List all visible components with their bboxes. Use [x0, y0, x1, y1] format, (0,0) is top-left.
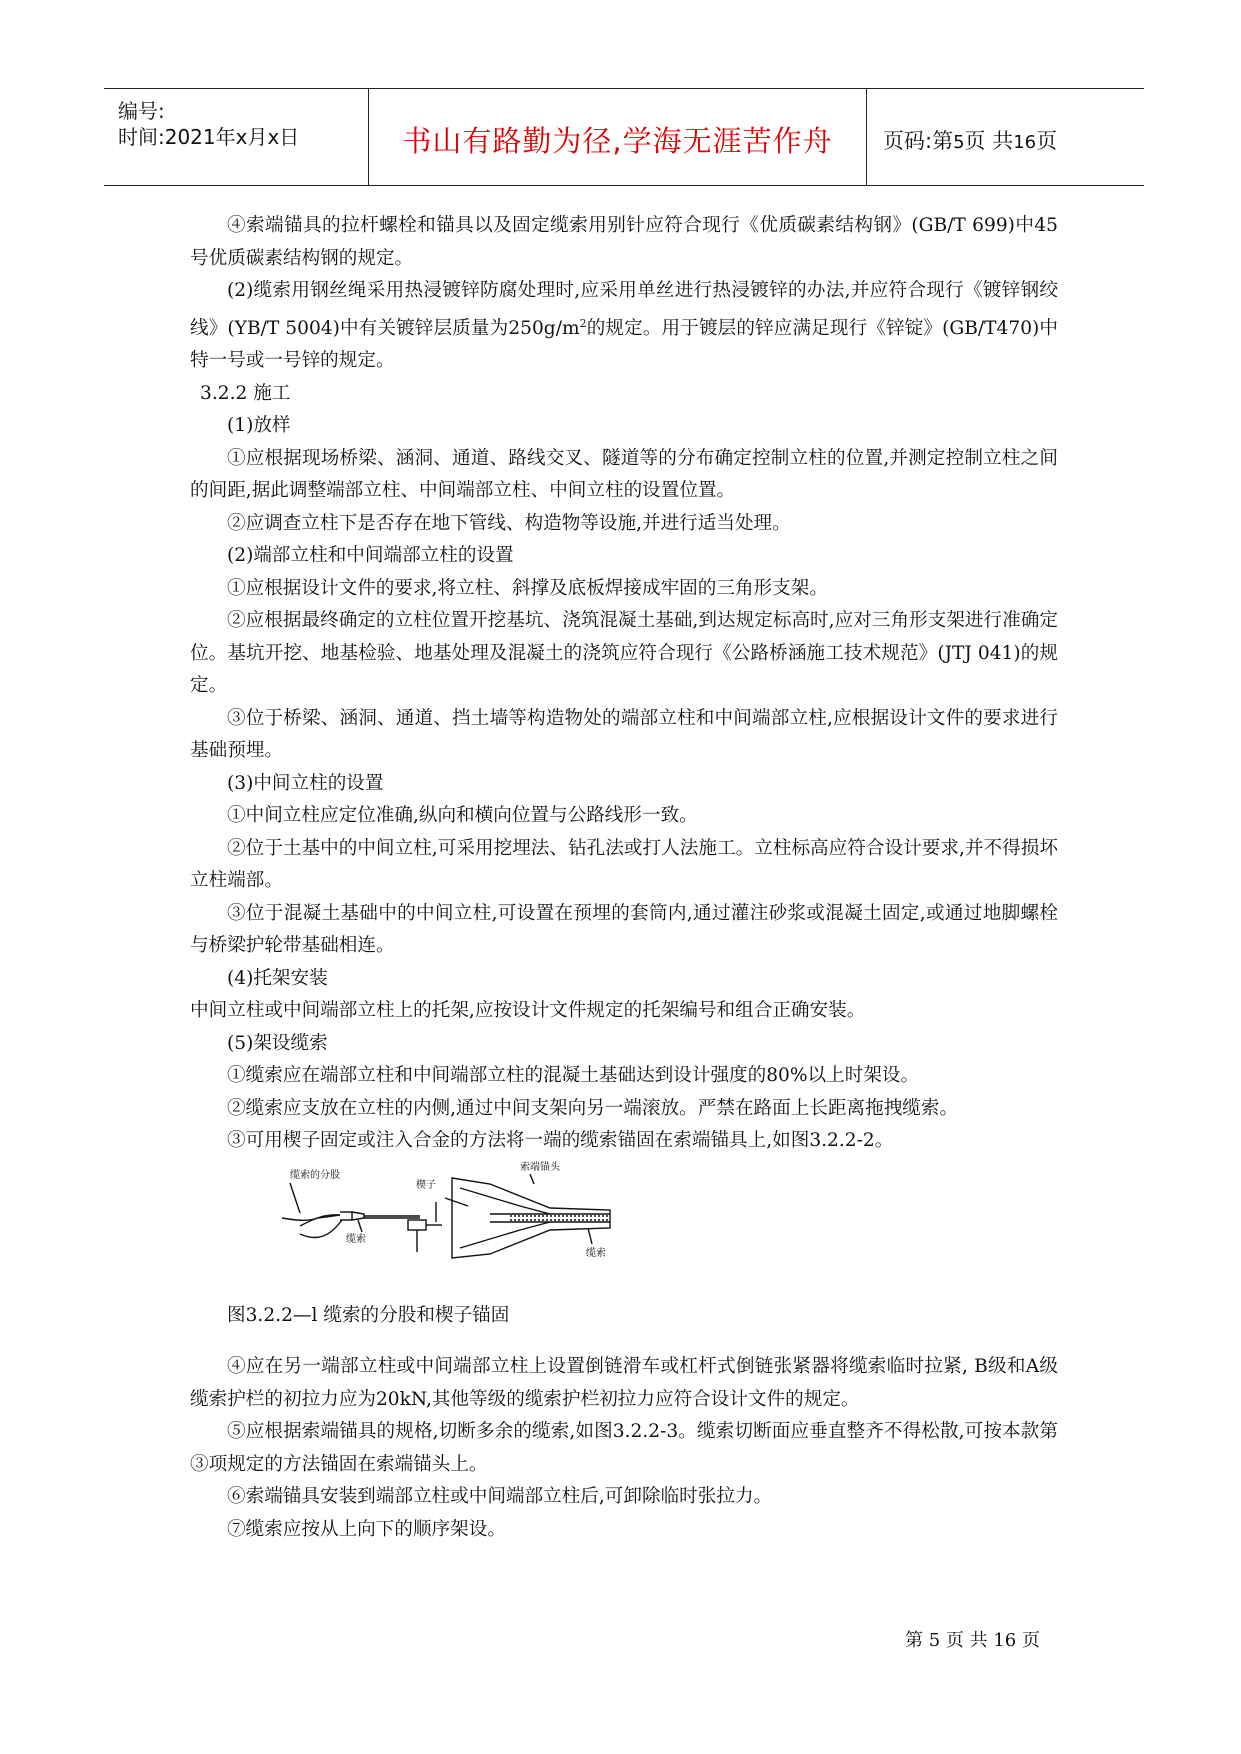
figure-label-strand: 缆索的分股 [290, 1169, 340, 1181]
superscript: 2 [579, 316, 587, 330]
paragraph: ⑦缆索应按从上向下的顺序架设。 [227, 1518, 506, 1540]
paragraph: (3)中间立柱的设置 [227, 772, 384, 794]
paragraph: (5)架设缆索 [227, 1032, 328, 1054]
figure-cable-anchoring [190, 1158, 1058, 1282]
paragraph: (1)放样 [227, 415, 291, 437]
paragraph: ①应根据现场桥梁、涵洞、通道、路线交叉、隧道等的分布确定控制立柱的位置,并测定控制立柱之间的间距,据此调整端部立柱、中间端部立柱、中间立柱的设置位置。 [190, 447, 1058, 502]
header-middle-cell [369, 89, 867, 185]
figure-label-cable-right: 缆索 [586, 1247, 606, 1259]
paragraph: ③位于桥梁、涵洞、通道、挡土墙等构造物处的端部立柱和中间端部立柱,应根据设计文件的要求进行基础预埋。 [190, 707, 1058, 762]
figure-label-wedge: 楔子 [416, 1179, 436, 1191]
header-left-cell [104, 89, 369, 185]
header-page-code [883, 125, 1057, 155]
paragraph: ①缆索应在端部立柱和中间端部立柱的混凝土基础达到设计强度的80%以上时架设。 [227, 1065, 920, 1087]
document-body [190, 210, 1058, 1546]
paragraph: ④索端锚具的拉杆螺栓和锚具以及固定缆索用别针应符合现行《优质碳素结构钢》(GB/T 699)中45号优质碳素结构钢的规定。 [190, 215, 1058, 269]
figure-caption: 图3.2.2—l 缆索的分股和楔子锚固 [227, 1305, 510, 1327]
paragraph: ②应根据最终确定的立柱位置开挖基坑、浇筑混凝土基础,到达规定标高时,应对三角形支架进行准确定位。基坑开挖、地基检验、地基处理及混凝土的浇筑应符合现行《公路桥涵施工技术规范》(JTJ 041)的规定。 [190, 610, 1058, 697]
paragraph: ⑤应根据索端锚具的规格,切断多余的缆索,如图3.2.2-3。缆索切断面应垂直整齐不得松散,可按本款第③项规定的方法锚固在索端锚头上。 [190, 1421, 1058, 1475]
section-heading: 3.2.2 施工 [200, 382, 291, 404]
page-code-prefix: 页码:第 [883, 129, 954, 153]
paragraph: ①中间立柱应定位准确,纵向和横向位置与公路线形一致。 [227, 805, 698, 827]
paragraph: ③可用楔子固定或注入合金的方法将一端的缆索锚固在索端锚具上,如图3.2.2-2。 [227, 1130, 894, 1152]
paragraph: ③位于混凝土基础中的中间立柱,可设置在预埋的套筒内,通过灌注砂浆或混凝土固定,或通过地脚螺栓与桥梁护轮带基础相连。 [190, 902, 1058, 957]
paragraph: ④应在另一端部立柱或中间端部立柱上设置倒链滑车或杠杆式倒链张紧器将缆索临时拉紧, B级和A级缆索护栏的初拉力应为20kN,其他等级的缆索护栏初拉力应符合设计文件的规定。 [190, 1356, 1058, 1410]
paragraph: ⑥索端锚具安装到端部立柱或中间端部立柱后,可卸除临时张拉力。 [227, 1486, 773, 1508]
paragraph: (4)托架安装 [227, 967, 328, 989]
paragraph-zinc-coating [190, 275, 1058, 378]
page-footer: 第 5 页 共 16 页 [905, 1630, 1040, 1651]
page-header [104, 88, 1144, 186]
paragraph: ①应根据设计文件的要求,将立柱、斜撑及底板焊接成牢固的三角形支架。 [227, 577, 828, 599]
paragraph: (2)端部立柱和中间端部立柱的设置 [227, 545, 514, 567]
paragraph: ②位于土基中的中间立柱,可采用挖埋法、钻孔法或打人法施工。立柱标高应符合设计要求,并不得损坏立柱端部。 [190, 837, 1058, 892]
page-code-suffix: 页 [1036, 129, 1058, 153]
page-code-current: 5 [953, 132, 965, 153]
document-time-label: 时间:2021年x月x日 [118, 125, 300, 149]
paragraph-part: (2)缆索用钢丝绳采用热浸镀锌防腐处理时,应采用单丝进行热浸镀锌的办法,并应符合现行《镀锌钢绞线》(YB/T 5004)中有关镀锌层质量为250g/m [190, 280, 1058, 339]
document-number-label: 编号: [118, 99, 165, 123]
figure-drawing [190, 1158, 1058, 1282]
figure-label-anchor-head: 索端锚头 [520, 1161, 560, 1173]
header-right-cell [867, 89, 1144, 185]
paragraph: ②缆索应支放在立柱的内侧,通过中间支架向另一端滚放。严禁在路面上长距离拖拽缆索。 [227, 1097, 959, 1119]
paragraph: ②应调查立柱下是否存在地下管线、构造物等设施,并进行适当处理。 [227, 512, 791, 534]
paragraph-part: 的规定。用于镀层的锌应满足现行《锌锭》(GB/T470)中特一号或一号锌的规定。 [190, 317, 1058, 372]
figure-label-cable-left: 缆索 [346, 1233, 366, 1245]
page-code-mid: 页 共 [964, 129, 1014, 153]
paragraph: 中间立柱或中间端部立柱上的托架,应按设计文件规定的托架编号和组合正确安装。 [190, 1000, 866, 1022]
header-motto: 书山有路勤为径,学海无涯苦作舟 [402, 124, 833, 158]
page-code-total: 16 [1013, 132, 1037, 153]
